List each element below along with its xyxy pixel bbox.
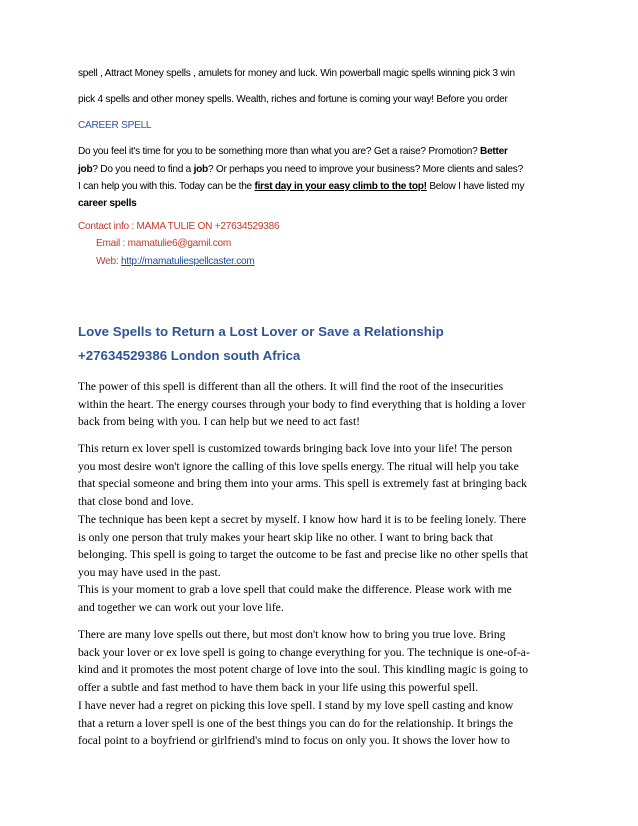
paragraph-line: There are many love spells out there, but most don't know how to bring you true love. Bring <box>78 628 506 641</box>
website-link[interactable]: http://mamatuliespellcaster.com <box>120 256 255 267</box>
paragraph-line: back from being with you. I can help but we need to act fast! <box>78 415 361 429</box>
article-paragraph <box>78 378 566 431</box>
paragraph-line: that close bond and love. <box>78 494 194 508</box>
career-text: ? Or perhaps you need to improve your business? More clients and sales? <box>207 164 523 175</box>
paragraph-line: The power of this spell is different than all the others. It will find the root of the insecurities <box>78 380 504 393</box>
paragraph-line: The technique has been kept a secret by myself. I know how hard it is to be feeling lonely. There <box>78 513 527 526</box>
paragraph-line: within the heart. The energy courses through your body to find everything that is holding a lover <box>78 397 526 411</box>
career-line-2 <box>78 164 523 175</box>
contact-web-label: Web: <box>96 256 121 267</box>
article-title-line-1: Love Spells to Return a Lost Lover or Save a Relationship <box>78 324 444 339</box>
paragraph-line: This is your moment to grab a love spell that could make the difference. Please work with me <box>78 583 512 596</box>
paragraph-line: back your lover or ex love spell is going to change everything for you. The technique is one-of-a- <box>78 645 530 659</box>
paragraph-line: and together we can work out your love life. <box>78 600 284 614</box>
paragraph-line: that special someone and bring them into your arms. This spell is extremely fast at bringing back <box>78 477 527 491</box>
career-line-4 <box>78 198 136 209</box>
career-bold-underlined: first day in your easy climb to the top! <box>254 181 427 192</box>
article-paragraph <box>78 511 566 581</box>
career-line-1 <box>78 146 508 157</box>
career-bold-spells: career spells <box>78 198 137 209</box>
career-text: I can help you with this. Today can be the <box>78 181 255 192</box>
career-text: Below I have listed my <box>426 181 525 192</box>
article-paragraph <box>78 697 566 750</box>
career-text: Do you feel it's time for you to be something more than what you are? Get a raise? Promotion? <box>78 146 481 157</box>
contact-info: Contact info : MAMA TULIE ON +27634529386 <box>78 221 280 232</box>
contact-web <box>96 256 255 267</box>
career-line-3 <box>78 181 524 192</box>
career-text: ? Do you need to find a <box>92 164 194 175</box>
paragraph-line: This return ex lover spell is customized towards bringing back love into your life! The person <box>78 442 513 455</box>
paragraph-line: kind and it promotes the most potent charge of love into the soul. This kindling magic is going to <box>78 663 529 677</box>
career-bold-job: job <box>78 164 93 175</box>
paragraph-line: is only one person that truly makes your heart skip like no other. I want to bring back that <box>78 530 494 544</box>
article-paragraph <box>78 440 566 510</box>
paragraph-line: you most desire won't ignore the calling of this love spells energy. The ritual will help you take <box>78 459 519 473</box>
paragraph-line: I have never had a regret on picking this love spell. I stand by my love spell casting and know <box>78 699 514 712</box>
intro-line-1: spell , Attract Money spells , amulets for money and luck. Win powerball magic spells winning pick 3 win <box>78 68 515 79</box>
career-bold-better: Better <box>480 146 508 157</box>
paragraph-line: focal point to a boyfriend or girlfriend's mind to focus on only you. It shows the lover how to <box>78 734 510 748</box>
intro-line-2: pick 4 spells and other money spells. Wealth, riches and fortune is coming your way! Before you order <box>78 94 508 105</box>
paragraph-line: belonging. This spell is going to target the outcome to be fast and precise like no other spells that <box>78 548 529 562</box>
career-bold-job: job <box>193 164 208 175</box>
article-paragraph <box>78 626 566 696</box>
contact-email: Email : mamatulie6@gamil.com <box>96 238 232 249</box>
paragraph-line: offer a subtle and fast method to have them back in your life using this powerful spell. <box>78 680 478 694</box>
article-paragraph <box>78 581 566 616</box>
career-spell-heading: CAREER SPELL <box>78 120 152 131</box>
paragraph-line: you may have used in the past. <box>78 565 221 579</box>
article-title-line-2: +27634529386 London south Africa <box>78 348 301 363</box>
paragraph-line: that a return a lover spell is one of the best things you can do for the relationship. It brings the <box>78 716 513 730</box>
